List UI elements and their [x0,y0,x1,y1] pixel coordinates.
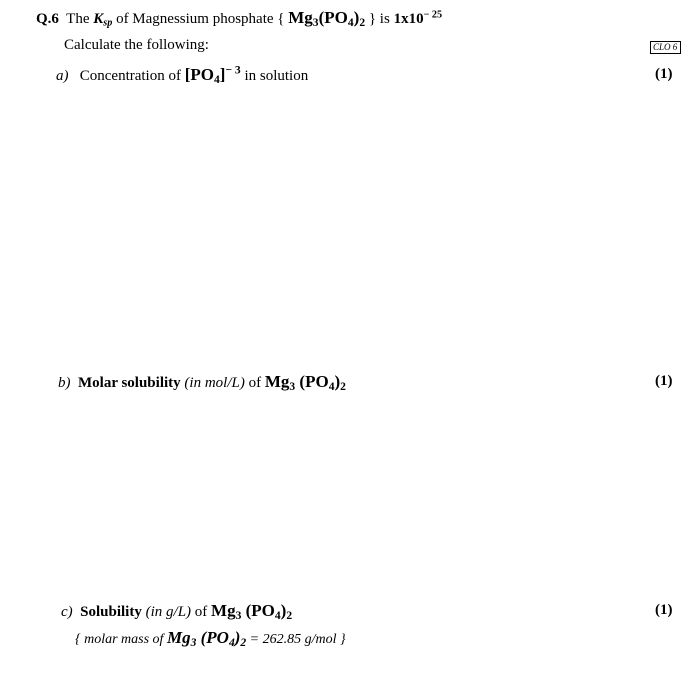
ksp-symbol: K [93,11,104,27]
part-c-of-text: of [194,604,208,620]
part-b-label: Molar solubility [78,375,181,391]
part-a [56,63,309,86]
phosphate-ion: $[PO_4]^{- 3}$ [184,63,241,86]
part-c-label: Solubility [80,604,142,620]
part-b-unit: (in mol/L) [184,375,245,391]
question-intro: The [66,11,90,27]
molar-mass-formula: $Mg_3$ $(PO_4)_2$ [166,628,247,649]
molar-mass-note [75,629,346,647]
part-b-of-text: of [248,375,262,391]
part-c-marks: (1) [655,602,673,618]
part-c-letter: c) [61,604,73,620]
part-c-unit: (in g/L) [145,604,192,620]
part-a-text-after: in solution [244,68,309,84]
ksp-subscript: sp [103,17,113,29]
part-a-text-before: Concentration of [79,68,181,84]
question-is-text: is [379,11,390,27]
instruction-text: Calculate the following: [64,37,209,53]
ksp-value: $1x10^{- 25}$ [393,9,443,27]
part-b-formula: $Mg_3$ $(PO_4)_2$ [264,372,346,393]
brace-close: } [368,11,377,27]
clo-tag: CLO 6 [650,41,681,54]
question-heading [36,9,442,27]
molar-mass-open: { molar mass of [75,632,164,647]
part-c-formula: $Mg_3$ $(PO_4)_2$ [211,601,293,622]
question-number: Q.6 [36,11,59,27]
brace-open: { [277,11,285,27]
molar-mass-value: = 262.85 g/mol } [249,632,346,647]
part-a-marks: (1) [655,66,673,82]
part-b-marks: (1) [655,373,673,389]
compound-formula: $Mg_3(PO_4)_2$ [288,8,366,29]
part-a-letter: a) [56,68,69,84]
question-of-text: of Magnessium phosphate [116,11,274,27]
part-c [61,602,292,620]
part-b-letter: b) [58,375,71,391]
part-b [58,373,346,391]
